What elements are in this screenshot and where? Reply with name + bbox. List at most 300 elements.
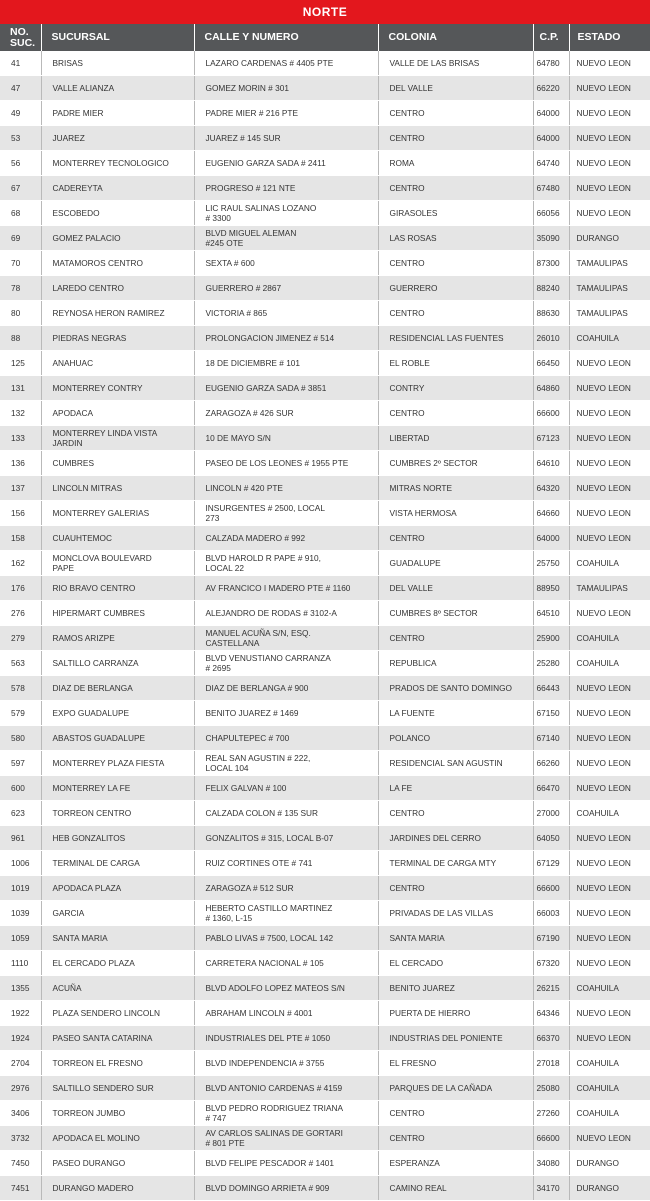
branch-name-cell: MONTERREY PLAZA FIESTA: [41, 751, 194, 776]
table-row: [0, 251, 650, 276]
neighborhood-cell: CAMINO REAL: [378, 1176, 533, 1201]
table-row: [0, 601, 650, 626]
branch-name-cell: MONTERREY GALERIAS: [41, 501, 194, 526]
branch-name-cell: HEB GONZALITOS: [41, 826, 194, 851]
neighborhood-cell: GUADALUPE: [378, 551, 533, 576]
state-cell: NUEVO LEON: [569, 1126, 650, 1151]
street-cell: GUERRERO # 2867: [194, 276, 378, 301]
branch-name-cell: PIEDRAS NEGRAS: [41, 326, 194, 351]
branch-number-cell: 1922: [0, 1001, 41, 1026]
branch-name-cell: ABASTOS GUADALUPE: [41, 726, 194, 751]
neighborhood-cell: SANTA MARIA: [378, 926, 533, 951]
header-neighborhood: COLONIA: [378, 24, 533, 51]
branch-name-cell: JUAREZ: [41, 126, 194, 151]
branch-number-cell: 961: [0, 826, 41, 851]
neighborhood-cell: CENTRO: [378, 876, 533, 901]
street-cell: LIC RAUL SALINAS LOZANO # 3300: [194, 201, 378, 226]
state-cell: DURANGO: [569, 226, 650, 251]
table-row: [0, 676, 650, 701]
street-cell: PADRE MIER # 216 PTE: [194, 101, 378, 126]
branch-number-cell: 3406: [0, 1101, 41, 1126]
header-street: CALLE Y NUMERO: [194, 24, 378, 51]
neighborhood-cell: JARDINES DEL CERRO: [378, 826, 533, 851]
street-cell: PABLO LIVAS # 7500, LOCAL 142: [194, 926, 378, 951]
neighborhood-cell: PARQUES DE LA CAÑADA: [378, 1076, 533, 1101]
neighborhood-cell: LA FUENTE: [378, 701, 533, 726]
table-row: [0, 751, 650, 776]
branch-number-cell: 156: [0, 501, 41, 526]
state-cell: NUEVO LEON: [569, 176, 650, 201]
state-cell: COAHUILA: [569, 651, 650, 676]
branch-number-cell: 53: [0, 126, 41, 151]
neighborhood-cell: VISTA HERMOSA: [378, 501, 533, 526]
branch-name-cell: TERMINAL DE CARGA: [41, 851, 194, 876]
state-cell: NUEVO LEON: [569, 776, 650, 801]
branch-number-cell: 580: [0, 726, 41, 751]
branch-number-cell: 563: [0, 651, 41, 676]
postal-code-cell: 66443: [533, 676, 569, 701]
table-row: [0, 801, 650, 826]
neighborhood-cell: CENTRO: [378, 401, 533, 426]
neighborhood-cell: INDUSTRIAS DEL PONIENTE: [378, 1026, 533, 1051]
neighborhood-cell: CUMBRES 8º SECTOR: [378, 601, 533, 626]
branch-name-cell: LINCOLN MITRAS: [41, 476, 194, 501]
branch-name-cell: TORREON EL FRESNO: [41, 1051, 194, 1076]
street-cell: GOMEZ MORIN # 301: [194, 76, 378, 101]
state-cell: TAMAULIPAS: [569, 251, 650, 276]
neighborhood-cell: GUERRERO: [378, 276, 533, 301]
branch-name-cell: ACUÑA: [41, 976, 194, 1001]
table-row: [0, 851, 650, 876]
branch-name-cell: MONTERREY LA FE: [41, 776, 194, 801]
state-cell: NUEVO LEON: [569, 201, 650, 226]
postal-code-cell: 66220: [533, 76, 569, 101]
branch-number-cell: 1019: [0, 876, 41, 901]
table-row: [0, 151, 650, 176]
branch-name-cell: TORREON CENTRO: [41, 801, 194, 826]
branch-name-cell: CUMBRES: [41, 451, 194, 476]
street-cell: BLVD ADOLFO LOPEZ MATEOS S/N: [194, 976, 378, 1001]
branch-name-cell: VALLE ALIANZA: [41, 76, 194, 101]
street-cell: CHAPULTEPEC # 700: [194, 726, 378, 751]
neighborhood-cell: LAS ROSAS: [378, 226, 533, 251]
state-cell: COAHUILA: [569, 626, 650, 651]
street-cell: BLVD INDEPENDENCIA # 3755: [194, 1051, 378, 1076]
state-cell: NUEVO LEON: [569, 401, 650, 426]
branch-number-cell: 1006: [0, 851, 41, 876]
branch-name-cell: ANAHUAC: [41, 351, 194, 376]
street-cell: 10 DE MAYO S/N: [194, 426, 378, 451]
branch-number-cell: 2976: [0, 1076, 41, 1101]
branch-name-cell: PASEO SANTA CATARINA: [41, 1026, 194, 1051]
branch-name-cell: RAMOS ARIZPE: [41, 626, 194, 651]
branch-number-cell: 49: [0, 101, 41, 126]
header-postal-code: C.P.: [533, 24, 569, 51]
postal-code-cell: 66260: [533, 751, 569, 776]
neighborhood-cell: DEL VALLE: [378, 576, 533, 601]
branch-name-cell: MONTERREY CONTRY: [41, 376, 194, 401]
neighborhood-cell: RESIDENCIAL LAS FUENTES: [378, 326, 533, 351]
branch-number-cell: 176: [0, 576, 41, 601]
branch-table: [0, 24, 650, 1201]
street-cell: FELIX GALVAN # 100: [194, 776, 378, 801]
neighborhood-cell: EL CERCADO: [378, 951, 533, 976]
table-row: [0, 1026, 650, 1051]
street-cell: CALZADA COLON # 135 SUR: [194, 801, 378, 826]
table-row: [0, 226, 650, 251]
table-row: [0, 276, 650, 301]
table-row: [0, 926, 650, 951]
postal-code-cell: 27260: [533, 1101, 569, 1126]
branch-name-cell: BRISAS: [41, 51, 194, 76]
table-row: [0, 51, 650, 76]
state-cell: NUEVO LEON: [569, 351, 650, 376]
neighborhood-cell: PRIVADAS DE LAS VILLAS: [378, 901, 533, 926]
postal-code-cell: 64610: [533, 451, 569, 476]
table-row: [0, 201, 650, 226]
branch-number-cell: 80: [0, 301, 41, 326]
branch-number-cell: 597: [0, 751, 41, 776]
street-cell: CALZADA MADERO # 992: [194, 526, 378, 551]
postal-code-cell: 27000: [533, 801, 569, 826]
postal-code-cell: 66600: [533, 401, 569, 426]
street-cell: BLVD HAROLD R PAPE # 910, LOCAL 22: [194, 551, 378, 576]
postal-code-cell: 26010: [533, 326, 569, 351]
postal-code-cell: 64000: [533, 526, 569, 551]
branch-name-cell: PADRE MIER: [41, 101, 194, 126]
state-cell: COAHUILA: [569, 551, 650, 576]
neighborhood-cell: CENTRO: [378, 101, 533, 126]
state-cell: TAMAULIPAS: [569, 301, 650, 326]
state-cell: NUEVO LEON: [569, 751, 650, 776]
neighborhood-cell: CENTRO: [378, 176, 533, 201]
state-cell: NUEVO LEON: [569, 951, 650, 976]
neighborhood-cell: PRADOS DE SANTO DOMINGO: [378, 676, 533, 701]
table-row: [0, 401, 650, 426]
neighborhood-cell: VALLE DE LAS BRISAS: [378, 51, 533, 76]
postal-code-cell: 67320: [533, 951, 569, 976]
branch-name-cell: SALTILLO SENDERO SUR: [41, 1076, 194, 1101]
postal-code-cell: 88630: [533, 301, 569, 326]
neighborhood-cell: REPUBLICA: [378, 651, 533, 676]
street-cell: CARRETERA NACIONAL # 105: [194, 951, 378, 976]
street-cell: EUGENIO GARZA SADA # 3851: [194, 376, 378, 401]
street-cell: 18 DE DICIEMBRE # 101: [194, 351, 378, 376]
table-row: [0, 326, 650, 351]
header-branch-number: NO. SUC.: [0, 24, 41, 51]
postal-code-cell: 66600: [533, 876, 569, 901]
table-row: [0, 451, 650, 476]
branch-number-cell: 1355: [0, 976, 41, 1001]
neighborhood-cell: ROMA: [378, 151, 533, 176]
street-cell: LINCOLN # 420 PTE: [194, 476, 378, 501]
postal-code-cell: 64050: [533, 826, 569, 851]
neighborhood-cell: LIBERTAD: [378, 426, 533, 451]
postal-code-cell: 64780: [533, 51, 569, 76]
postal-code-cell: 88240: [533, 276, 569, 301]
postal-code-cell: 66450: [533, 351, 569, 376]
branch-name-cell: EL CERCADO PLAZA: [41, 951, 194, 976]
branch-number-cell: 1039: [0, 901, 41, 926]
branch-name-cell: MONCLOVA BOULEVARD PAPE: [41, 551, 194, 576]
branch-number-cell: 2704: [0, 1051, 41, 1076]
table-row: [0, 351, 650, 376]
state-cell: NUEVO LEON: [569, 451, 650, 476]
neighborhood-cell: TERMINAL DE CARGA MTY: [378, 851, 533, 876]
state-cell: NUEVO LEON: [569, 51, 650, 76]
neighborhood-cell: ESPERANZA: [378, 1151, 533, 1176]
postal-code-cell: 25900: [533, 626, 569, 651]
table-row: [0, 651, 650, 676]
postal-code-cell: 25280: [533, 651, 569, 676]
street-cell: BLVD ANTONIO CARDENAS # 4159: [194, 1076, 378, 1101]
street-cell: BLVD PEDRO RODRIGUEZ TRIANA # 747: [194, 1101, 378, 1126]
state-cell: DURANGO: [569, 1151, 650, 1176]
postal-code-cell: 64860: [533, 376, 569, 401]
neighborhood-cell: LA FE: [378, 776, 533, 801]
street-cell: SEXTA # 600: [194, 251, 378, 276]
header-row: [0, 24, 650, 51]
state-cell: NUEVO LEON: [569, 701, 650, 726]
branch-number-cell: 7450: [0, 1151, 41, 1176]
state-cell: TAMAULIPAS: [569, 576, 650, 601]
postal-code-cell: 64346: [533, 1001, 569, 1026]
street-cell: HEBERTO CASTILLO MARTINEZ # 1360, L-15: [194, 901, 378, 926]
branch-name-cell: PASEO DURANGO: [41, 1151, 194, 1176]
header-branch-name: SUCURSAL: [41, 24, 194, 51]
street-cell: PROLONGACION JIMENEZ # 514: [194, 326, 378, 351]
street-cell: INSURGENTES # 2500, LOCAL 273: [194, 501, 378, 526]
street-cell: INDUSTRIALES DEL PTE # 1050: [194, 1026, 378, 1051]
postal-code-cell: 64000: [533, 126, 569, 151]
street-cell: RUIZ CORTINES OTE # 741: [194, 851, 378, 876]
neighborhood-cell: CENTRO: [378, 301, 533, 326]
state-cell: NUEVO LEON: [569, 151, 650, 176]
table-row: [0, 1151, 650, 1176]
postal-code-cell: 25750: [533, 551, 569, 576]
branch-number-cell: 3732: [0, 1126, 41, 1151]
region-banner: NORTE: [0, 0, 650, 24]
table-row: [0, 626, 650, 651]
branch-number-cell: 162: [0, 551, 41, 576]
postal-code-cell: 64660: [533, 501, 569, 526]
neighborhood-cell: CENTRO: [378, 526, 533, 551]
branch-number-cell: 137: [0, 476, 41, 501]
branch-number-cell: 279: [0, 626, 41, 651]
street-cell: VICTORIA # 865: [194, 301, 378, 326]
table-row: [0, 426, 650, 451]
state-cell: NUEVO LEON: [569, 876, 650, 901]
branch-number-cell: 88: [0, 326, 41, 351]
table-row: [0, 701, 650, 726]
neighborhood-cell: CENTRO: [378, 1101, 533, 1126]
postal-code-cell: 66370: [533, 1026, 569, 1051]
table-row: [0, 951, 650, 976]
table-row: [0, 176, 650, 201]
state-cell: NUEVO LEON: [569, 826, 650, 851]
state-cell: COAHUILA: [569, 1076, 650, 1101]
table-row: [0, 526, 650, 551]
table-row: [0, 76, 650, 101]
branch-number-cell: 47: [0, 76, 41, 101]
branch-number-cell: 600: [0, 776, 41, 801]
street-cell: DIAZ DE BERLANGA # 900: [194, 676, 378, 701]
postal-code-cell: 67150: [533, 701, 569, 726]
street-cell: AV CARLOS SALINAS DE GORTARI # 801 PTE: [194, 1126, 378, 1151]
branch-name-cell: MONTERREY LINDA VISTA JARDIN: [41, 426, 194, 451]
street-cell: PROGRESO # 121 NTE: [194, 176, 378, 201]
table-body: [0, 51, 650, 1201]
postal-code-cell: 64510: [533, 601, 569, 626]
branch-name-cell: ESCOBEDO: [41, 201, 194, 226]
branch-number-cell: 67: [0, 176, 41, 201]
neighborhood-cell: EL FRESNO: [378, 1051, 533, 1076]
table-row: [0, 1126, 650, 1151]
state-cell: TAMAULIPAS: [569, 276, 650, 301]
state-cell: COAHUILA: [569, 801, 650, 826]
header-state: ESTADO: [569, 24, 650, 51]
table-row: [0, 1076, 650, 1101]
postal-code-cell: 64320: [533, 476, 569, 501]
branch-name-cell: GOMEZ PALACIO: [41, 226, 194, 251]
table-row: [0, 976, 650, 1001]
branch-number-cell: 70: [0, 251, 41, 276]
branch-name-cell: SANTA MARIA: [41, 926, 194, 951]
postal-code-cell: 66056: [533, 201, 569, 226]
state-cell: NUEVO LEON: [569, 476, 650, 501]
table-row: [0, 1001, 650, 1026]
state-cell: NUEVO LEON: [569, 101, 650, 126]
branch-name-cell: DURANGO MADERO: [41, 1176, 194, 1201]
branch-number-cell: 68: [0, 201, 41, 226]
state-cell: COAHUILA: [569, 976, 650, 1001]
branch-name-cell: HIPERMART CUMBRES: [41, 601, 194, 626]
branch-number-cell: 136: [0, 451, 41, 476]
branch-number-cell: 78: [0, 276, 41, 301]
street-cell: MANUEL ACUÑA S/N, ESQ. CASTELLANA: [194, 626, 378, 651]
branch-number-cell: 578: [0, 676, 41, 701]
postal-code-cell: 67480: [533, 176, 569, 201]
state-cell: DURANGO: [569, 1176, 650, 1201]
branch-name-cell: APODACA EL MOLINO: [41, 1126, 194, 1151]
state-cell: NUEVO LEON: [569, 601, 650, 626]
branch-number-cell: 1059: [0, 926, 41, 951]
branch-name-cell: MONTERREY TECNOLOGICO: [41, 151, 194, 176]
table-row: [0, 476, 650, 501]
postal-code-cell: 66470: [533, 776, 569, 801]
state-cell: NUEVO LEON: [569, 526, 650, 551]
street-cell: AV FRANCICO I MADERO PTE # 1160: [194, 576, 378, 601]
state-cell: NUEVO LEON: [569, 1026, 650, 1051]
postal-code-cell: 67123: [533, 426, 569, 451]
table-row: [0, 776, 650, 801]
neighborhood-cell: CENTRO: [378, 801, 533, 826]
branch-number-cell: 7451: [0, 1176, 41, 1201]
table-row: [0, 376, 650, 401]
neighborhood-cell: CENTRO: [378, 1126, 533, 1151]
branch-number-cell: 131: [0, 376, 41, 401]
branch-number-cell: 158: [0, 526, 41, 551]
postal-code-cell: 64740: [533, 151, 569, 176]
table-row: [0, 901, 650, 926]
branch-number-cell: 623: [0, 801, 41, 826]
street-cell: BLVD VENUSTIANO CARRANZA # 2695: [194, 651, 378, 676]
state-cell: NUEVO LEON: [569, 676, 650, 701]
branch-number-cell: 125: [0, 351, 41, 376]
postal-code-cell: 87300: [533, 251, 569, 276]
branch-name-cell: LAREDO CENTRO: [41, 276, 194, 301]
postal-code-cell: 25080: [533, 1076, 569, 1101]
branch-number-cell: 276: [0, 601, 41, 626]
neighborhood-cell: RESIDENCIAL SAN AGUSTIN: [378, 751, 533, 776]
table-row: [0, 101, 650, 126]
state-cell: NUEVO LEON: [569, 76, 650, 101]
branch-name-cell: APODACA PLAZA: [41, 876, 194, 901]
table-row: [0, 1176, 650, 1201]
street-cell: BLVD DOMINGO ARRIETA # 909: [194, 1176, 378, 1201]
postal-code-cell: 35090: [533, 226, 569, 251]
table-row: [0, 301, 650, 326]
street-cell: BENITO JUAREZ # 1469: [194, 701, 378, 726]
street-cell: PASEO DE LOS LEONES # 1955 PTE: [194, 451, 378, 476]
postal-code-cell: 64000: [533, 101, 569, 126]
street-cell: BLVD MIGUEL ALEMAN #245 OTE: [194, 226, 378, 251]
branch-name-cell: CADEREYTA: [41, 176, 194, 201]
branch-name-cell: PLAZA SENDERO LINCOLN: [41, 1001, 194, 1026]
postal-code-cell: 26215: [533, 976, 569, 1001]
table-row: [0, 576, 650, 601]
table-row: [0, 876, 650, 901]
state-cell: NUEVO LEON: [569, 501, 650, 526]
table-row: [0, 826, 650, 851]
street-cell: LAZARO CARDENAS # 4405 PTE: [194, 51, 378, 76]
state-cell: NUEVO LEON: [569, 851, 650, 876]
neighborhood-cell: CENTRO: [378, 251, 533, 276]
street-cell: ALEJANDRO DE RODAS # 3102-A: [194, 601, 378, 626]
neighborhood-cell: CONTRY: [378, 376, 533, 401]
postal-code-cell: 67129: [533, 851, 569, 876]
state-cell: NUEVO LEON: [569, 126, 650, 151]
street-cell: EUGENIO GARZA SADA # 2411: [194, 151, 378, 176]
branch-name-cell: GARCIA: [41, 901, 194, 926]
neighborhood-cell: POLANCO: [378, 726, 533, 751]
table-row: [0, 501, 650, 526]
state-cell: NUEVO LEON: [569, 1001, 650, 1026]
neighborhood-cell: EL ROBLE: [378, 351, 533, 376]
state-cell: NUEVO LEON: [569, 901, 650, 926]
street-cell: BLVD FELIPE PESCADOR # 1401: [194, 1151, 378, 1176]
postal-code-cell: 34170: [533, 1176, 569, 1201]
table-row: [0, 1101, 650, 1126]
table-row: [0, 1051, 650, 1076]
state-cell: COAHUILA: [569, 326, 650, 351]
state-cell: NUEVO LEON: [569, 726, 650, 751]
state-cell: COAHUILA: [569, 1051, 650, 1076]
street-cell: ZARAGOZA # 512 SUR: [194, 876, 378, 901]
street-cell: ABRAHAM LINCOLN # 4001: [194, 1001, 378, 1026]
postal-code-cell: 67190: [533, 926, 569, 951]
neighborhood-cell: MITRAS NORTE: [378, 476, 533, 501]
street-cell: REAL SAN AGUSTIN # 222, LOCAL 104: [194, 751, 378, 776]
state-cell: NUEVO LEON: [569, 926, 650, 951]
postal-code-cell: 27018: [533, 1051, 569, 1076]
neighborhood-cell: CUMBRES 2º SECTOR: [378, 451, 533, 476]
branch-number-cell: 132: [0, 401, 41, 426]
postal-code-cell: 67140: [533, 726, 569, 751]
table-row: [0, 551, 650, 576]
neighborhood-cell: CENTRO: [378, 126, 533, 151]
neighborhood-cell: BENITO JUAREZ: [378, 976, 533, 1001]
